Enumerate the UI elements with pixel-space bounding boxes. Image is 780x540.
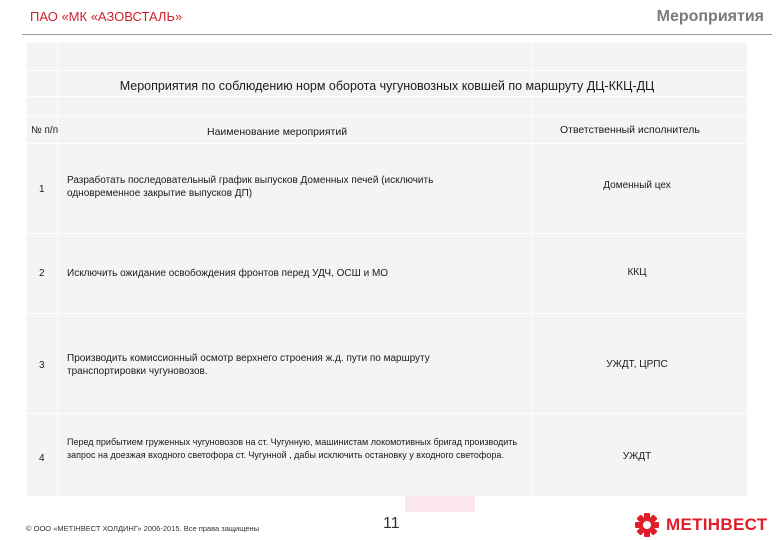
highlight-mark — [405, 496, 475, 512]
table-gridline — [27, 143, 747, 144]
section-title: Мероприятия — [656, 8, 764, 25]
row-measure-text: Перед прибытием груженных чугуновозов на ст. Чугунную, машинистам локомотивных бригад производить запрос на доезжая входного светофора ст. Чугунной , дабы исключить остановку у входного светофора. — [67, 437, 518, 460]
column-header-responsible: Ответственный исполнитель — [560, 124, 700, 136]
row-number: 4 — [39, 453, 45, 464]
table-gridline — [27, 70, 747, 71]
table-gridline — [27, 116, 747, 117]
table-gridline — [27, 413, 747, 414]
table-gridline — [27, 313, 747, 314]
table-gridline — [27, 233, 747, 234]
table-gridline — [27, 96, 747, 97]
row-number: 1 — [39, 184, 45, 195]
header-divider — [22, 34, 772, 35]
row-number: 2 — [39, 268, 45, 279]
row-responsible: Доменный цех — [603, 180, 671, 191]
row-responsible: УЖДТ — [622, 451, 652, 462]
table-heading: Мероприятия по соблюдению норм оборота чугуновозных ковшей по маршруту ДЦ-ККЦ-ДЦ — [119, 79, 655, 93]
company-name: ПАО «МК «АЗОВСТАЛЬ» — [30, 9, 183, 24]
copyright-text: © ООО «МЕТІНВЕСТ ХОЛДИНГ» 2006-2015. Все права защищены — [26, 524, 260, 533]
row-responsible: УЖДТ, ЦРПС — [606, 359, 668, 370]
measures-table — [27, 43, 747, 496]
row-measure-text: Исключить ожидание освобождения фронтов перед УДЧ, ОСШ и МО — [67, 268, 389, 279]
row-responsible: ККЦ — [627, 267, 647, 278]
metinvest-logo — [634, 512, 774, 538]
row-measure-text: Разработать последовательный график выпусков Доменных печей (исключить одновременное закрытие выпусков ДП) — [67, 175, 434, 199]
metinvest-star-icon — [634, 512, 660, 538]
row-number: 3 — [39, 360, 45, 371]
column-header-number: № п/п — [31, 125, 59, 136]
row-measure-text: Производить комиссионный осмотр верхнего строения ж.д. пути по маршруту транспортировки чугуновозов. — [67, 353, 430, 377]
logo-wordmark: МЕТІНВЕСТ — [666, 515, 768, 534]
column-header-name: Наименование мероприятий — [207, 126, 348, 138]
table-gridline — [57, 43, 58, 496]
page-number: 11 — [383, 515, 400, 532]
